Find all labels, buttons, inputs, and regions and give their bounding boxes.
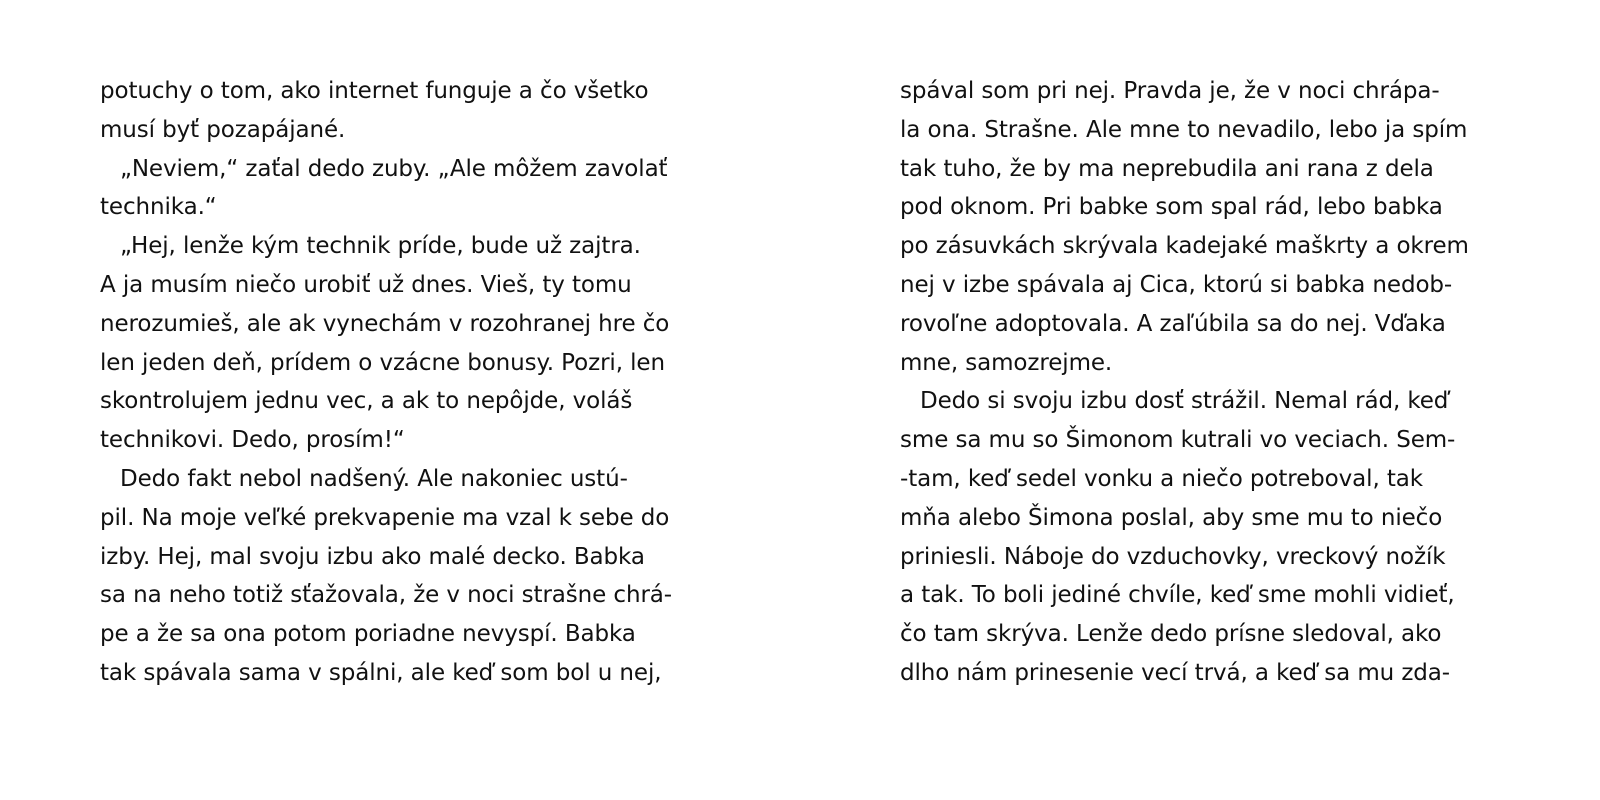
text-line: sa na neho totiž sťažovala, že v noci strašne chrá- xyxy=(100,582,672,609)
text-line: technikovi. Dedo, prosím!“ xyxy=(100,427,405,454)
text-line: nej v izbe spávala aj Cica, ktorú si babka nedob- xyxy=(900,271,1453,298)
text-line: Dedo fakt nebol nadšený. Ale nakoniec ustú- xyxy=(120,465,628,492)
text-line: musí byť pozapájané. xyxy=(100,116,346,143)
text-line: „Hej, lenže kým technik príde, bude už zajtra. xyxy=(120,233,641,260)
text-line: potuchy o tom, ako internet funguje a čo všetko xyxy=(100,78,649,104)
text-line: dlho nám prinesenie vecí trvá, a keď sa mu zda- xyxy=(900,659,1450,686)
text-line: len jeden deň, prídem o vzácne bonusy. Pozri, len xyxy=(100,349,665,376)
text-line: nerozumieš, ale ak vynechám v rozohranej hre čo xyxy=(100,310,670,337)
text-line: la ona. Strašne. Ale mne to nevadilo, lebo ja spím xyxy=(900,116,1468,143)
text-line: izby. Hej, mal svoju izbu ako malé decko. Babka xyxy=(100,543,645,570)
text-line: -tam, keď sedel vonku a niečo potreboval, tak xyxy=(900,465,1424,492)
text-line: A ja musím niečo urobiť už dnes. Vieš, ty tomu xyxy=(100,271,632,298)
left-page xyxy=(100,72,720,693)
text-line: spával som pri nej. Pravda je, že v noci chrápa- xyxy=(900,78,1440,104)
text-line: pe a že sa ona potom poriadne nevyspí. Babka xyxy=(100,621,636,648)
text-line: skontrolujem jednu vec, a ak to nepôjde, voláš xyxy=(100,388,633,415)
text-line: čo tam skrýva. Lenže dedo prísne sledoval, ako xyxy=(900,621,1442,648)
text-line: technika.“ xyxy=(100,194,217,221)
text-line: mne, samozrejme. xyxy=(900,349,1113,376)
text-line: „Neviem,“ zaťal dedo zuby. „Ale môžem zavolať xyxy=(120,155,668,182)
text-line: tak tuho, že by ma neprebudila ani rana z dela xyxy=(900,155,1434,182)
text-line: sme sa mu so Šimonom kutrali vo veciach. Sem- xyxy=(900,427,1456,454)
text-line: rovoľne adoptovala. A zaľúbila sa do nej. Vďaka xyxy=(900,310,1446,337)
text-line: Dedo si svoju izbu dosť strážil. Nemal rád, keď xyxy=(920,388,1449,415)
text-line: po zásuvkách skrývala kadejaké maškrty a okrem xyxy=(900,233,1469,260)
right-page xyxy=(900,72,1520,693)
text-line: priniesli. Náboje do vzduchovky, vreckový nožík xyxy=(900,543,1446,570)
text-line: a tak. To boli jediné chvíle, keď sme mohli vidieť, xyxy=(900,582,1455,609)
text-line: pod oknom. Pri babke som spal rád, lebo babka xyxy=(900,194,1443,221)
text-line: pil. Na moje veľké prekvapenie ma vzal k sebe do xyxy=(100,504,670,531)
text-line: mňa alebo Šimona poslal, aby sme mu to niečo xyxy=(900,504,1443,531)
text-line: tak spávala sama v spálni, ale keď som bol u nej, xyxy=(100,659,662,686)
